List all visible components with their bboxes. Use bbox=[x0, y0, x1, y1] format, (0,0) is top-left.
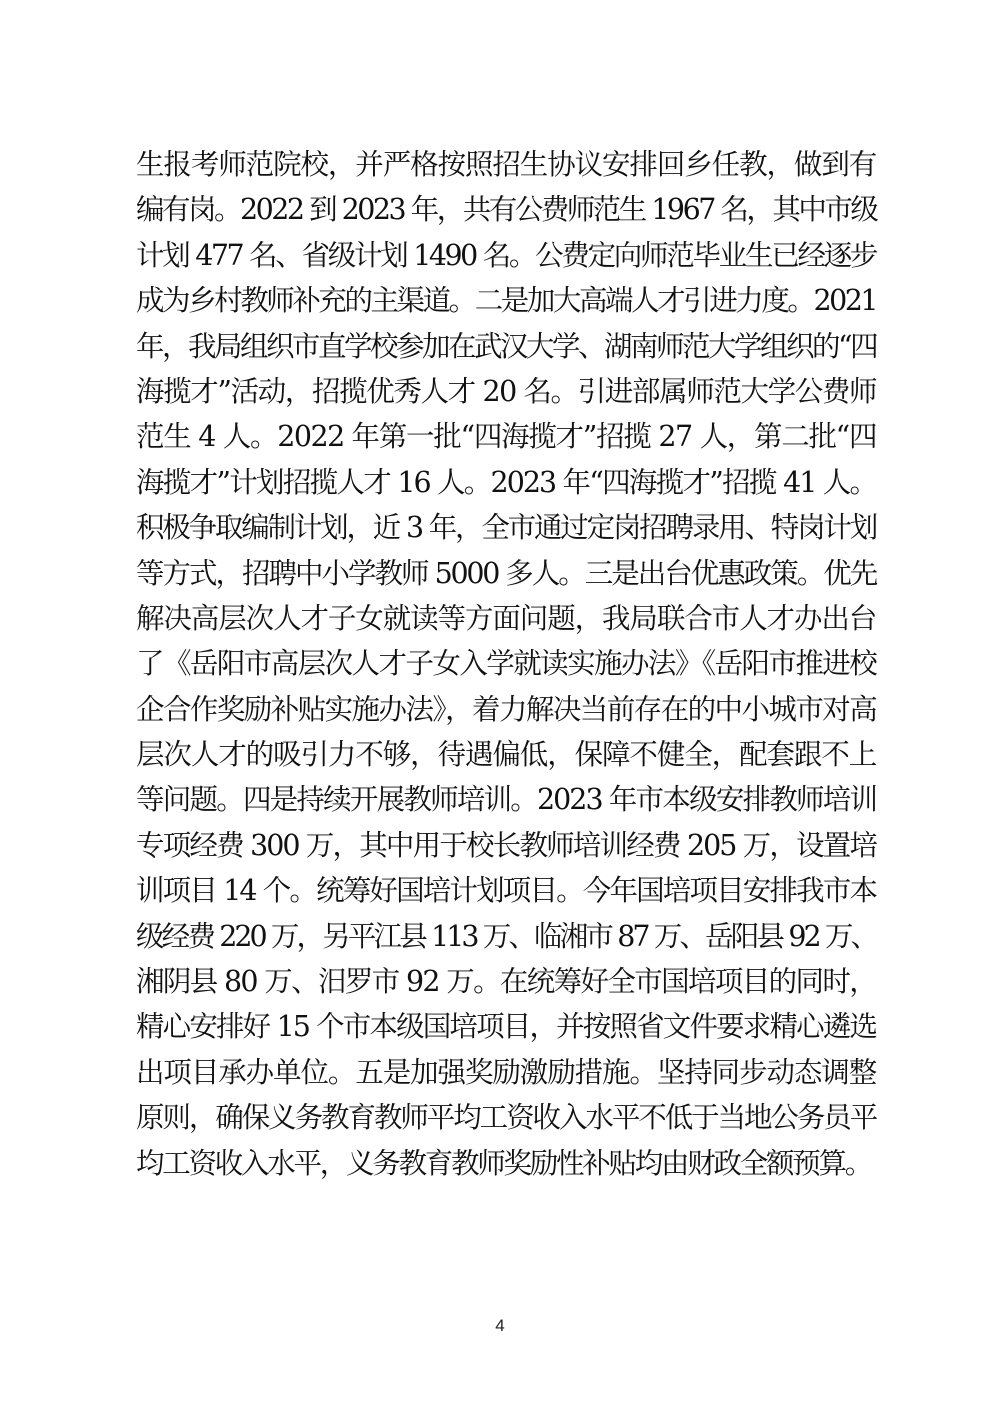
text-line: 出项目承办单位。五是加强奖励激励措施。坚持同步动态调整 bbox=[136, 1055, 876, 1089]
text-line: 训项目 14 个。统筹好国培计划项目。今年国培项目安排我市本 bbox=[136, 874, 876, 908]
text-line: 企合作奖励补贴实施办法》，着力解决当前存在的中小城市对高 bbox=[136, 692, 876, 726]
body-text bbox=[136, 142, 876, 1186]
page-number: 4 bbox=[495, 1316, 505, 1335]
text-line: 原则，确保义务教育教师平均工资收入水平不低于当地公务员平 bbox=[136, 1101, 876, 1135]
text-line: 年，我局组织市直学校参加在武汉大学、湖南师范大学组织的“四 bbox=[136, 329, 877, 363]
text-line: 计划 477 名、省级计划 1490 名。公费定向师范毕业生已经逐步 bbox=[136, 238, 876, 272]
text-line: 了《岳阳市高层次人才子女入学就读实施办法》《岳阳市推进校 bbox=[136, 647, 876, 681]
text-line: 等方式，招聘中小学教师 5000 多人。三是出台优惠政策。优先 bbox=[136, 556, 876, 590]
text-line: 级经费 220 万，另平江县 113 万、临湘市 87 万、岳阳县 92 万、 bbox=[136, 919, 876, 953]
text-line: 生报考师范院校，并严格按照招生协议安排回乡任教，做到有 bbox=[136, 148, 876, 181]
text-line: 层次人才的吸引力不够，待遇偏低，保障不健全，配套跟不上 bbox=[136, 738, 876, 772]
text-line: 编有岗。2022 到 2023 年，共有公费师范生 1967 名，其中市级 bbox=[136, 193, 877, 227]
text-line: 海揽才”活动，招揽优秀人才 20 名。引进部属师范大学公费师 bbox=[136, 374, 876, 408]
text-line: 积极争取编制计划，近 3 年，全市通过定岗招聘录用、特岗计划 bbox=[136, 511, 876, 545]
text-line: 精心安排好 15 个市本级国培项目，并按照省文件要求精心遴选 bbox=[136, 1010, 876, 1044]
text-line: 范生 4 人。2022 年第一批“四海揽才”招揽 27 人，第二批“四 bbox=[136, 420, 876, 454]
text-line: 解决高层次人才子女就读等方面问题，我局联合市人才办出台 bbox=[136, 601, 876, 635]
text-line: 专项经费 300 万，其中用于校长教师培训经费 205 万，设置培 bbox=[136, 828, 876, 862]
text-line: 湘阴县 80 万、汨罗市 92 万。在统筹好全市国培项目的同时， bbox=[136, 965, 876, 999]
text-line: 成为乡村教师补充的主渠道。二是加大高端人才引进力度。2021 bbox=[136, 284, 876, 318]
text-line: 均工资收入水平，义务教育教师奖励性补贴均由财政全额预算。 bbox=[136, 1146, 872, 1180]
text-line: 海揽才”计划招揽人才 16 人。2023 年“四海揽才”招揽 41 人。 bbox=[136, 465, 876, 499]
text-line: 等问题。四是持续开展教师培训。2023 年市本级安排教师培训 bbox=[136, 783, 876, 817]
